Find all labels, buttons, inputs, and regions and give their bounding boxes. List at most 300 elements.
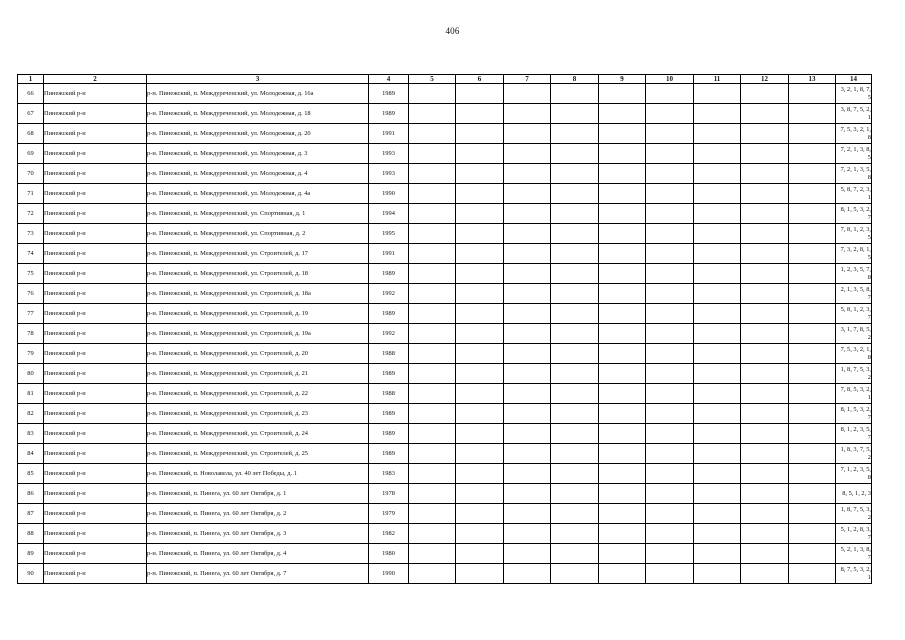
empty-cell (456, 244, 504, 264)
empty-cell (456, 524, 504, 544)
row-number: 66 (18, 84, 44, 104)
empty-cell (456, 464, 504, 484)
table-row (18, 344, 872, 364)
empty-cell (741, 564, 789, 584)
year-cell: 1991 (369, 124, 409, 144)
row-number: 88 (18, 524, 44, 544)
address-cell: р-н. Пинежский, п. Междуреченский, ул. Строителей, д. 21 (147, 364, 369, 384)
empty-cell (504, 344, 551, 364)
address-cell: р-н. Пинежский, п. Междуреченский, ул. Спортивная, д. 1 (147, 204, 369, 224)
year-cell: 1988 (369, 384, 409, 404)
empty-cell (789, 224, 836, 244)
district-cell: Пинежский р-н (44, 104, 147, 124)
empty-cell (599, 124, 646, 144)
empty-cell (551, 324, 599, 344)
empty-cell (789, 144, 836, 164)
code-sequence-cell: 5, 8, 1, 2, 3, 7 (836, 304, 872, 324)
empty-cell (599, 324, 646, 344)
district-cell: Пинежский р-н (44, 424, 147, 444)
table-row (18, 364, 872, 384)
district-cell: Пинежский р-н (44, 164, 147, 184)
empty-cell (504, 524, 551, 544)
empty-cell (456, 164, 504, 184)
district-cell: Пинежский р-н (44, 244, 147, 264)
empty-cell (551, 164, 599, 184)
code-sequence-cell: 7, 3, 2, 8, 1, 5 (836, 244, 872, 264)
district-cell: Пинежский р-н (44, 124, 147, 144)
empty-cell (694, 104, 741, 124)
code-sequence-cell: 5, 8, 7, 2, 3, 1 (836, 184, 872, 204)
empty-cell (789, 204, 836, 224)
code-sequence-cell: 1, 2, 3, 5, 7, 8 (836, 264, 872, 284)
year-cell: 1989 (369, 424, 409, 444)
empty-cell (646, 544, 694, 564)
page-number: 406 (445, 26, 460, 36)
empty-cell (646, 284, 694, 304)
empty-cell (646, 264, 694, 284)
address-cell: р-н. Пинежский, п. Междуреченский, ул. Строителей, д. 18 (147, 264, 369, 284)
district-cell: Пинежский р-н (44, 184, 147, 204)
year-cell: 1979 (369, 504, 409, 524)
code-sequence-cell: 7, 5, 3, 2, 1, 8 (836, 344, 872, 364)
row-number: 69 (18, 144, 44, 164)
empty-cell (789, 184, 836, 204)
empty-cell (504, 124, 551, 144)
table-row (18, 244, 872, 264)
table-row (18, 124, 872, 144)
empty-cell (504, 84, 551, 104)
empty-cell (456, 204, 504, 224)
empty-cell (789, 444, 836, 464)
empty-cell (456, 444, 504, 464)
empty-cell (409, 484, 456, 504)
empty-cell (741, 184, 789, 204)
address-cell: р-н. Пинежский, п. Междуреченский, ул. Строителей, д. 23 (147, 404, 369, 424)
empty-cell (409, 444, 456, 464)
year-cell: 1992 (369, 324, 409, 344)
empty-cell (551, 284, 599, 304)
table-row (18, 284, 872, 304)
table-row (18, 404, 872, 424)
year-cell: 1978 (369, 484, 409, 504)
empty-cell (694, 284, 741, 304)
code-sequence-cell: 8, 1, 5, 3, 2, 7 (836, 204, 872, 224)
empty-cell (504, 224, 551, 244)
empty-cell (409, 324, 456, 344)
empty-cell (694, 164, 741, 184)
district-cell: Пинежский р-н (44, 204, 147, 224)
empty-cell (551, 144, 599, 164)
year-cell: 1988 (369, 344, 409, 364)
empty-cell (694, 384, 741, 404)
empty-cell (504, 504, 551, 524)
empty-cell (789, 304, 836, 324)
code-sequence-cell: 3, 2, 1, 8, 7, 5 (836, 84, 872, 104)
empty-cell (409, 264, 456, 284)
empty-cell (646, 124, 694, 144)
empty-cell (694, 344, 741, 364)
empty-cell (551, 504, 599, 524)
empty-cell (409, 464, 456, 484)
empty-cell (456, 404, 504, 424)
table-row (18, 204, 872, 224)
row-number: 84 (18, 444, 44, 464)
empty-cell (409, 524, 456, 544)
empty-cell (551, 84, 599, 104)
empty-cell (599, 424, 646, 444)
code-sequence-cell: 1, 8, 7, 5, 3, 2 (836, 364, 872, 384)
code-sequence-cell: 7, 8, 5, 3, 2, 1 (836, 384, 872, 404)
table-row (18, 304, 872, 324)
housing-register-table (17, 74, 872, 584)
empty-cell (456, 364, 504, 384)
empty-cell (504, 424, 551, 444)
district-cell: Пинежский р-н (44, 364, 147, 384)
empty-cell (599, 304, 646, 324)
empty-cell (646, 304, 694, 324)
address-cell: р-н. Пинежский, п. Междуреченский, ул. Строителей, д. 18а (147, 284, 369, 304)
year-cell: 1982 (369, 524, 409, 544)
empty-cell (694, 524, 741, 544)
empty-cell (694, 564, 741, 584)
row-number: 87 (18, 504, 44, 524)
empty-cell (599, 444, 646, 464)
row-number: 83 (18, 424, 44, 444)
column-header: 1 (18, 75, 44, 84)
empty-cell (741, 464, 789, 484)
address-cell: р-н. Пинежский, п. Междуреченский, ул. Строителей, д. 20 (147, 344, 369, 364)
address-cell: р-н. Пинежский, п. Пинега, ул. 60 лет Октября, д. 1 (147, 484, 369, 504)
district-cell: Пинежский р-н (44, 444, 147, 464)
code-sequence-cell: 5, 1, 2, 8, 3, 7 (836, 524, 872, 544)
district-cell: Пинежский р-н (44, 144, 147, 164)
empty-cell (551, 124, 599, 144)
address-cell: р-н. Пинежский, п. Междуреченский, ул. Молодежная, д. 18 (147, 104, 369, 124)
empty-cell (551, 364, 599, 384)
table-row (18, 424, 872, 444)
empty-cell (551, 264, 599, 284)
code-sequence-cell: 7, 8, 1, 2, 3, 5 (836, 224, 872, 244)
code-sequence-cell: 7, 1, 2, 3, 5, 8 (836, 464, 872, 484)
empty-cell (504, 264, 551, 284)
empty-cell (646, 364, 694, 384)
empty-cell (694, 444, 741, 464)
empty-cell (409, 124, 456, 144)
table-row (18, 464, 872, 484)
empty-cell (551, 204, 599, 224)
year-cell: 1989 (369, 84, 409, 104)
table-row (18, 544, 872, 564)
column-header: 14 (836, 75, 872, 84)
empty-cell (599, 344, 646, 364)
empty-cell (694, 264, 741, 284)
row-number: 75 (18, 264, 44, 284)
empty-cell (741, 224, 789, 244)
table-row (18, 484, 872, 504)
column-header: 3 (147, 75, 369, 84)
district-cell: Пинежский р-н (44, 464, 147, 484)
empty-cell (456, 264, 504, 284)
empty-cell (599, 544, 646, 564)
empty-cell (551, 184, 599, 204)
row-number: 73 (18, 224, 44, 244)
code-sequence-cell: 2, 1, 3, 5, 8, 7 (836, 284, 872, 304)
empty-cell (504, 384, 551, 404)
code-sequence-cell: 5, 2, 1, 3, 8, 7 (836, 544, 872, 564)
empty-cell (646, 564, 694, 584)
empty-cell (741, 164, 789, 184)
empty-cell (504, 144, 551, 164)
empty-cell (694, 404, 741, 424)
address-cell: р-н. Пинежский, п. Междуреченский, ул. Строителей, д. 24 (147, 424, 369, 444)
empty-cell (694, 484, 741, 504)
code-sequence-cell: 1, 8, 3, 7, 5, 2 (836, 444, 872, 464)
empty-cell (646, 104, 694, 124)
empty-cell (409, 244, 456, 264)
empty-cell (646, 524, 694, 544)
year-cell: 1993 (369, 144, 409, 164)
column-header: 10 (646, 75, 694, 84)
empty-cell (646, 324, 694, 344)
row-number: 74 (18, 244, 44, 264)
year-cell: 1992 (369, 284, 409, 304)
code-sequence-cell: 3, 8, 7, 5, 2, 1 (836, 104, 872, 124)
empty-cell (409, 344, 456, 364)
empty-cell (741, 144, 789, 164)
column-header: 7 (504, 75, 551, 84)
empty-cell (456, 144, 504, 164)
table-row (18, 504, 872, 524)
code-sequence-cell: 7, 5, 3, 2, 1, 8 (836, 124, 872, 144)
empty-cell (646, 424, 694, 444)
district-cell: Пинежский р-н (44, 84, 147, 104)
district-cell: Пинежский р-н (44, 344, 147, 364)
year-cell: 1980 (369, 544, 409, 564)
empty-cell (741, 264, 789, 284)
column-header: 12 (741, 75, 789, 84)
empty-cell (694, 544, 741, 564)
empty-cell (504, 364, 551, 384)
empty-cell (456, 504, 504, 524)
empty-cell (741, 244, 789, 264)
empty-cell (789, 464, 836, 484)
district-cell: Пинежский р-н (44, 304, 147, 324)
empty-cell (456, 304, 504, 324)
table-row (18, 524, 872, 544)
empty-cell (456, 324, 504, 344)
year-cell: 1989 (369, 404, 409, 424)
empty-cell (504, 404, 551, 424)
address-cell: р-н. Пинежский, п. Междуреченский, ул. Строителей, д. 25 (147, 444, 369, 464)
empty-cell (646, 344, 694, 364)
empty-cell (456, 224, 504, 244)
table-body (18, 84, 872, 584)
row-number: 80 (18, 364, 44, 384)
empty-cell (789, 484, 836, 504)
row-number: 70 (18, 164, 44, 184)
empty-cell (504, 284, 551, 304)
empty-cell (551, 444, 599, 464)
column-header: 9 (599, 75, 646, 84)
empty-cell (504, 244, 551, 264)
year-cell: 1989 (369, 364, 409, 384)
empty-cell (409, 284, 456, 304)
empty-cell (789, 544, 836, 564)
column-header: 13 (789, 75, 836, 84)
district-cell: Пинежский р-н (44, 524, 147, 544)
empty-cell (504, 564, 551, 584)
empty-cell (551, 104, 599, 124)
table-row (18, 564, 872, 584)
district-cell: Пинежский р-н (44, 544, 147, 564)
empty-cell (789, 504, 836, 524)
address-cell: р-н. Пинежский, п. Междуреченский, ул. Строителей, д. 19 (147, 304, 369, 324)
year-cell: 1991 (369, 244, 409, 264)
address-cell: р-н. Пинежский, п. Пинега, ул. 60 лет Октября, д. 3 (147, 524, 369, 544)
empty-cell (741, 404, 789, 424)
year-cell: 1994 (369, 204, 409, 224)
empty-cell (409, 164, 456, 184)
empty-cell (741, 284, 789, 304)
row-number: 81 (18, 384, 44, 404)
empty-cell (741, 384, 789, 404)
district-cell: Пинежский р-н (44, 324, 147, 344)
empty-cell (504, 444, 551, 464)
address-cell: р-н. Пинежский, п. Междуреченский, ул. Строителей, д. 17 (147, 244, 369, 264)
empty-cell (599, 524, 646, 544)
empty-cell (741, 104, 789, 124)
empty-cell (741, 444, 789, 464)
empty-cell (789, 564, 836, 584)
table-row (18, 324, 872, 344)
empty-cell (694, 304, 741, 324)
year-cell: 1993 (369, 164, 409, 184)
empty-cell (456, 344, 504, 364)
year-cell: 1990 (369, 564, 409, 584)
empty-cell (551, 224, 599, 244)
empty-cell (741, 304, 789, 324)
address-cell: р-н. Пинежский, п. Междуреченский, ул. Молодежная, д. 4а (147, 184, 369, 204)
address-cell: р-н. Пинежский, п. Пинега, ул. 60 лет Октября, д. 2 (147, 504, 369, 524)
empty-cell (694, 424, 741, 444)
empty-cell (789, 324, 836, 344)
empty-cell (789, 404, 836, 424)
empty-cell (741, 424, 789, 444)
empty-cell (646, 244, 694, 264)
empty-cell (599, 384, 646, 404)
code-sequence-cell: 8, 7, 5, 3, 2, 1 (836, 564, 872, 584)
empty-cell (694, 84, 741, 104)
table-row (18, 104, 872, 124)
row-number: 79 (18, 344, 44, 364)
empty-cell (409, 224, 456, 244)
table-row (18, 164, 872, 184)
empty-cell (741, 124, 789, 144)
row-number: 72 (18, 204, 44, 224)
district-cell: Пинежский р-н (44, 224, 147, 244)
empty-cell (409, 564, 456, 584)
empty-cell (599, 224, 646, 244)
row-number: 76 (18, 284, 44, 304)
empty-cell (599, 144, 646, 164)
empty-cell (504, 544, 551, 564)
empty-cell (789, 344, 836, 364)
empty-cell (456, 84, 504, 104)
table-row (18, 144, 872, 164)
empty-cell (504, 324, 551, 344)
empty-cell (694, 324, 741, 344)
empty-cell (599, 404, 646, 424)
empty-cell (504, 304, 551, 324)
code-sequence-cell: 8, 1, 5, 3, 2, 7 (836, 404, 872, 424)
year-cell: 1989 (369, 304, 409, 324)
empty-cell (646, 164, 694, 184)
empty-cell (599, 204, 646, 224)
code-sequence-cell: 7, 2, 1, 3, 8, 5 (836, 144, 872, 164)
empty-cell (741, 524, 789, 544)
district-cell: Пинежский р-н (44, 384, 147, 404)
empty-cell (694, 184, 741, 204)
empty-cell (504, 464, 551, 484)
empty-cell (646, 404, 694, 424)
empty-cell (694, 224, 741, 244)
empty-cell (599, 164, 646, 184)
row-number: 77 (18, 304, 44, 324)
year-cell: 1995 (369, 224, 409, 244)
table-row (18, 84, 872, 104)
code-sequence-cell: 8, 1, 2, 3, 5, 7 (836, 424, 872, 444)
column-header: 2 (44, 75, 147, 84)
table-row (18, 224, 872, 244)
empty-cell (409, 404, 456, 424)
empty-cell (646, 84, 694, 104)
empty-cell (741, 324, 789, 344)
column-header: 4 (369, 75, 409, 84)
empty-cell (456, 564, 504, 584)
empty-cell (646, 144, 694, 164)
empty-cell (599, 484, 646, 504)
empty-cell (599, 264, 646, 284)
table-row (18, 264, 872, 284)
empty-cell (409, 424, 456, 444)
row-number: 78 (18, 324, 44, 344)
empty-cell (504, 184, 551, 204)
row-number: 85 (18, 464, 44, 484)
empty-cell (741, 84, 789, 104)
empty-cell (694, 124, 741, 144)
empty-cell (409, 384, 456, 404)
address-cell: р-н. Пинежский, п. Междуреченский, ул. Строителей, д. 22 (147, 384, 369, 404)
empty-cell (599, 84, 646, 104)
year-cell: 1983 (369, 464, 409, 484)
year-cell: 1989 (369, 264, 409, 284)
empty-cell (551, 304, 599, 324)
district-cell: Пинежский р-н (44, 404, 147, 424)
empty-cell (456, 544, 504, 564)
row-number: 71 (18, 184, 44, 204)
year-cell: 1990 (369, 184, 409, 204)
address-cell: р-н. Пинежский, п. Новолавела, ул. 40 лет Победы, д. 1 (147, 464, 369, 484)
empty-cell (599, 244, 646, 264)
empty-cell (646, 464, 694, 484)
empty-cell (646, 444, 694, 464)
empty-cell (789, 84, 836, 104)
empty-cell (409, 304, 456, 324)
empty-cell (789, 384, 836, 404)
address-cell: р-н. Пинежский, п. Междуреченский, ул. Молодежная, д. 16а (147, 84, 369, 104)
row-number: 82 (18, 404, 44, 424)
table-row (18, 384, 872, 404)
